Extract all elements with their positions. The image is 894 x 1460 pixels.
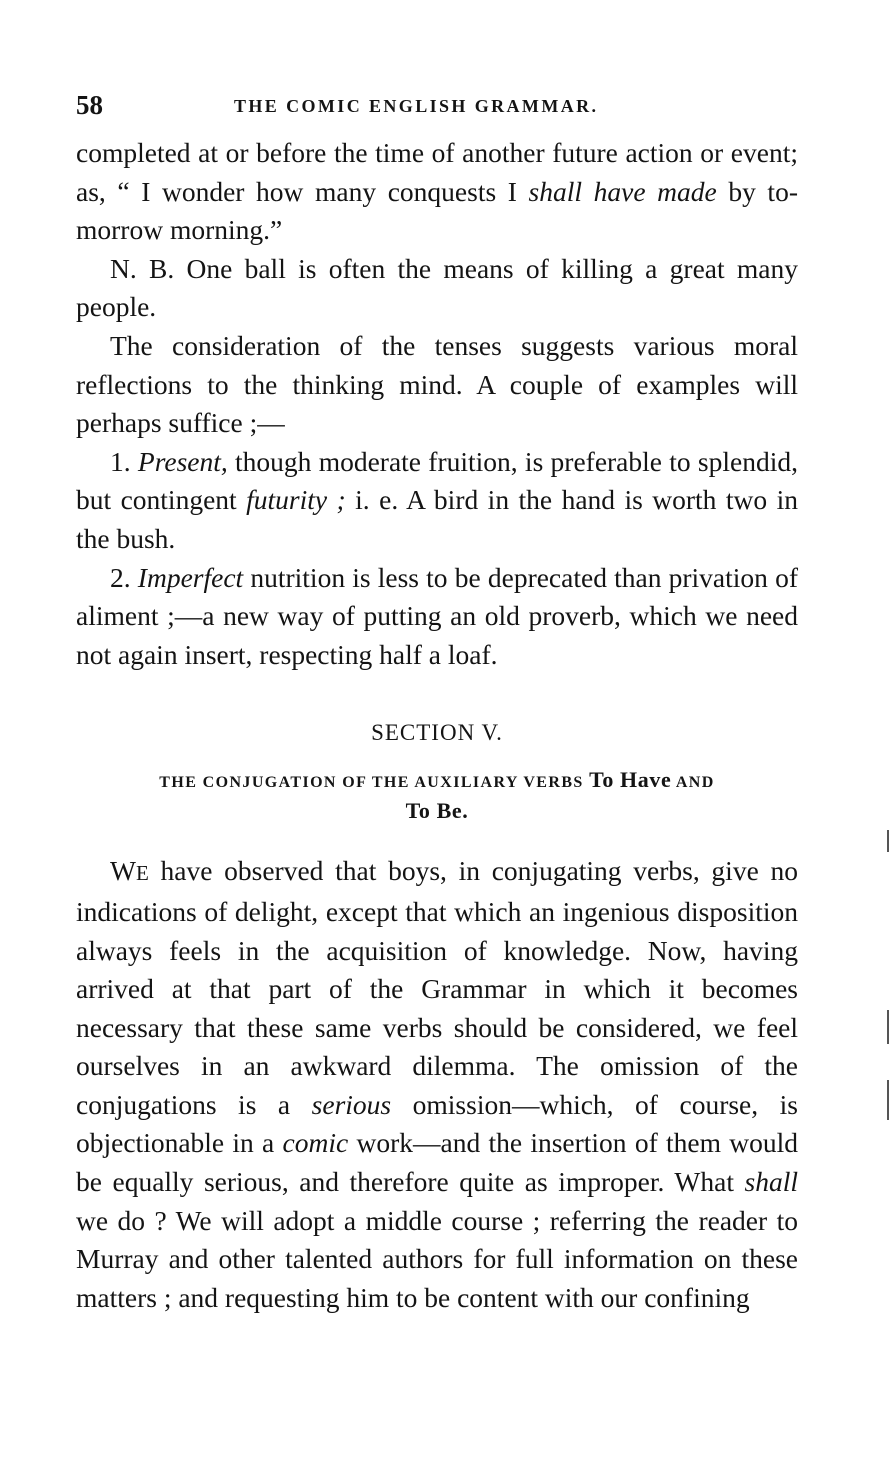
paragraph-consideration: The consideration of the tenses suggests various moral reflections to the thinking mind. A couple of examples will perhaps suffice ;—: [76, 329, 798, 439]
italic-comic: comic: [282, 1127, 349, 1159]
running-title: THE COMIC ENGLISH GRAMMAR.: [234, 96, 599, 116]
body-text-section: [76, 852, 798, 1317]
italic-present: Present,: [137, 445, 228, 477]
book-page: [76, 88, 798, 1317]
paragraph-future-perfect: completed at or before the time of another future action or event; as, “ I wonder how many conquests I shall have made by to-morrow morning.”: [76, 137, 798, 246]
paragraph-conjugations: WE have observed that boys, in conjugating verbs, give no indications of delight, except that which an ingenious disposition always feels in the acquisition of knowledge. Now, having arrived at that part of the Grammar in which it becomes necessary that these same verbs should be considered, we feel ourselves in an awkward dilemma. The omission of the conjugations is a serious omission—which, of course, is objectionable in a comic work—and the insertion of them would be equally serious, and therefore quite as improper. What shall we do ? We will adopt a middle course ; referring the reader to Murray and other talented authors for full information on these matters ; and requesting him to be content with our confining: [76, 855, 798, 1313]
paragraph-example-2: 2. Imperfect nutrition is less to be deprecated than privation of aliment ;—a new way of putting an old proverb, which we need not again insert, respecting half a loaf.: [76, 561, 798, 670]
italic-shall-have-made: shall have made: [528, 175, 717, 207]
scan-edge-marks: [887, 830, 890, 1130]
drop-cap: WE: [110, 855, 149, 887]
italic-shall: shall: [744, 1166, 798, 1198]
page-number: 58: [76, 90, 103, 120]
section-title: SECTION V.: [371, 720, 503, 746]
italic-serious: serious: [311, 1088, 392, 1120]
italic-imperfect: Imperfect: [137, 561, 244, 593]
running-head: [76, 88, 798, 122]
italic-futurity: futurity ;: [246, 484, 346, 516]
paragraph-nb: N. B. One ball is often the means of killing a great many people.: [76, 252, 798, 323]
paragraph-example-1: 1. Present, though moderate fruition, is preferable to splendid, but contingent futurity ; i. e. A bird in the hand is worth two in the bush.: [76, 445, 798, 554]
body-text-top: [76, 134, 798, 674]
section-subtitle: THE CONJUGATION OF THE AUXILIARY VERBS To Have AND To Be.: [159, 767, 715, 824]
